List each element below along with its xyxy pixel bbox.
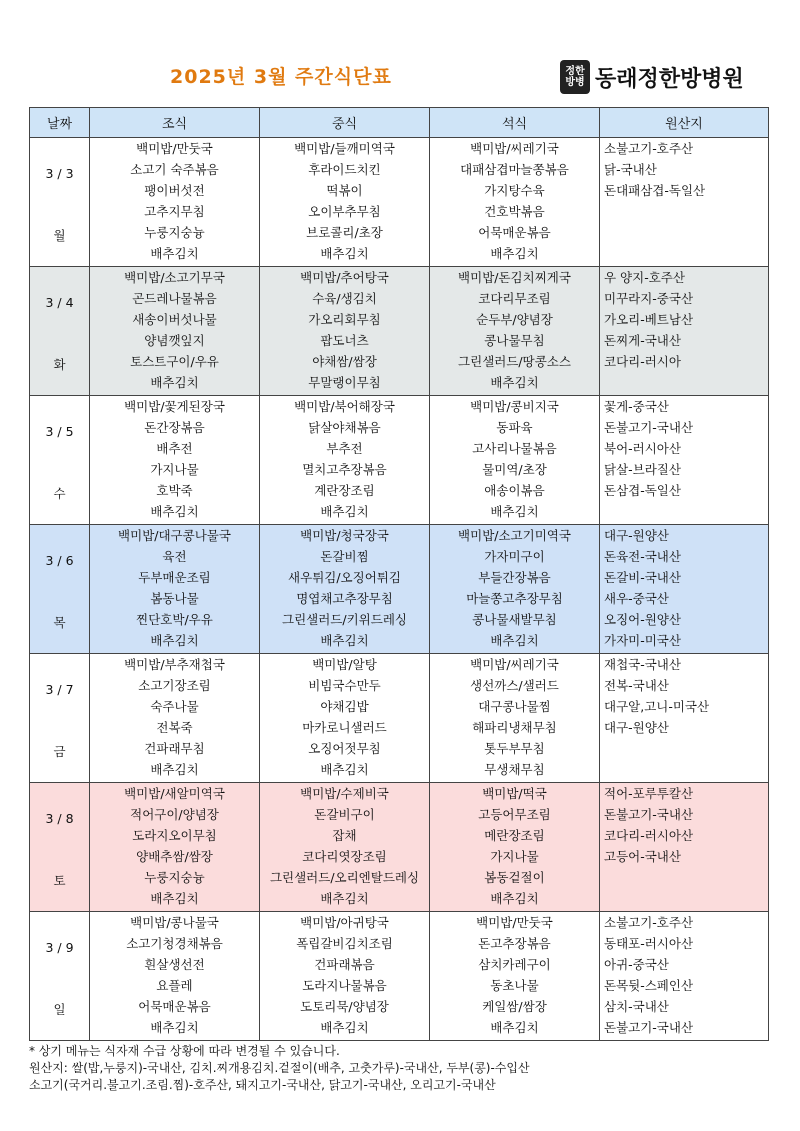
origin-item: 전복-국내산 [604,678,669,693]
breakfast-item: 곤드레나물볶음 [132,291,217,306]
dinner-item: 배추김치 [490,891,539,906]
page-title: 2025년 3월 주간식단표 [170,66,392,88]
dinner-item: 돈고추장볶음 [478,936,551,951]
dinner-item: 동파육 [496,420,533,435]
lunch-item: 무말랭이무침 [308,375,381,390]
day-date: 3 / 7 [45,682,74,697]
day-of-week: 토 [53,873,66,888]
day-cell [30,654,90,783]
origin-item: 돈불고기-국내산 [604,807,694,822]
breakfast-item: 적어구이/양념장 [130,807,219,822]
dinner-item: 배추김치 [490,375,539,390]
header-breakfast: 조식 [90,108,260,138]
header-date: 날짜 [30,108,90,138]
origin-item: 대구-원양산 [604,528,669,543]
dinner-item: 순두부/양념장 [476,312,553,327]
day-row [30,525,769,654]
origin-item: 새우-중국산 [604,591,669,606]
lunch-item: 잡채 [332,828,357,843]
origin-item: 돈목뒷-스페인산 [604,978,694,993]
breakfast-cell [90,654,260,783]
origin-item: 우 양지-호주산 [604,270,685,285]
breakfast-cell [90,267,260,396]
origin-item: 가자미-미국산 [604,633,681,648]
lunch-item: 백미밥/수제비국 [300,786,389,801]
breakfast-item: 고추지무침 [144,204,205,219]
lunch-item: 배추김치 [320,246,369,261]
dinner-item: 건호박볶음 [484,204,545,219]
dinner-item: 배추김치 [490,504,539,519]
dinner-item: 어묵매운볶음 [478,225,551,240]
lunch-cell [260,267,430,396]
breakfast-item: 찐단호박/우유 [136,612,213,627]
dinner-cell [430,138,600,267]
breakfast-cell [90,138,260,267]
lunch-item: 명엽채고추장무침 [296,591,393,606]
dinner-item: 백미밥/씨레기국 [470,141,559,156]
day-of-week: 화 [53,357,66,372]
lunch-item: 후라이드치킨 [308,162,381,177]
breakfast-item: 팽이버섯전 [144,183,205,198]
dinner-item: 백미밥/씨레기국 [470,657,559,672]
breakfast-item: 전복죽 [156,720,193,735]
dinner-item: 애송이볶음 [484,483,545,498]
dinner-item: 배추김치 [490,1020,539,1035]
lunch-item: 돈갈비찜 [320,549,369,564]
note-line: 원산지: 쌀(밥,누룽지)-국내산, 김치.찌개용김치.겉절이(배추, 고춧가루)-국내산, 두부(콩)-수입산 [29,1061,530,1075]
day-date: 3 / 3 [45,166,74,181]
breakfast-item: 새송이버섯나물 [132,312,217,327]
lunch-item: 배추김치 [320,891,369,906]
origin-item: 가오리-베트남산 [604,312,694,327]
origin-item: 소불고기-호주산 [604,141,694,156]
lunch-item: 백미밥/북어해장국 [294,399,395,414]
day-of-week: 목 [53,615,66,630]
dinner-item: 백미밥/소고기미역국 [458,528,571,543]
lunch-item: 백미밥/알탕 [312,657,377,672]
origin-item: 돈찌게-국내산 [604,333,681,348]
lunch-item: 그린샐러드/키위드레싱 [282,612,407,627]
dinner-item: 봄동겉절이 [484,870,545,885]
breakfast-item: 소고기 숙주볶음 [130,162,219,177]
note-line: * 상기 메뉴는 식자재 수급 상황에 따라 변경될 수 있습니다. [29,1044,340,1058]
breakfast-item: 백미밥/꽃게된장국 [124,399,225,414]
origin-item: 재첩국-국내산 [604,657,681,672]
lunch-item: 떡볶이 [326,183,363,198]
dinner-item: 그린샐러드/땅콩소스 [458,354,571,369]
origin-cell [600,783,769,912]
origin-item: 돈삼겹-독일산 [604,483,681,498]
breakfast-item: 가지나물 [150,462,199,477]
breakfast-cell [90,783,260,912]
dinner-cell [430,654,600,783]
day-date: 3 / 4 [45,295,74,310]
dinner-item: 메란장조림 [484,828,545,843]
lunch-item: 팝도너츠 [320,333,369,348]
header-lunch: 중식 [260,108,430,138]
lunch-item: 새우튀김/오징어튀김 [288,570,401,585]
day-row [30,783,769,912]
dinner-item: 고사리나물볶음 [472,441,557,456]
breakfast-item: 호박죽 [156,483,193,498]
dinner-item: 백미밥/만둣국 [476,915,553,930]
dinner-item: 생선까스/샐러드 [470,678,559,693]
breakfast-item: 어묵매운볶음 [138,999,211,1014]
day-date: 3 / 6 [45,553,74,568]
lunch-item: 배추김치 [320,1020,369,1035]
origin-item: 코다리-러시아 [604,354,681,369]
breakfast-item: 배추전 [156,441,193,456]
breakfast-item: 배추김치 [150,633,199,648]
dinner-item: 백미밥/콩비지국 [470,399,559,414]
lunch-item: 부추전 [326,441,363,456]
day-row [30,396,769,525]
day-cell [30,783,90,912]
breakfast-item: 건파래무침 [144,741,205,756]
day-cell [30,396,90,525]
breakfast-item: 누룽지숭늉 [144,870,205,885]
breakfast-item: 육전 [162,549,187,564]
breakfast-item: 배추김치 [150,762,199,777]
origin-item: 돈불고기-국내산 [604,1020,694,1035]
dinner-cell [430,267,600,396]
dinner-item: 코다리무조림 [478,291,551,306]
lunch-item: 도토리묵/양념장 [300,999,389,1014]
dinner-item: 부들간장볶음 [478,570,551,585]
lunch-item: 수육/생김치 [312,291,377,306]
origin-item: 돈대패삼겹-독일산 [604,183,706,198]
origin-item: 동태포-러시아산 [604,936,694,951]
breakfast-item: 백미밥/새알미역국 [124,786,225,801]
menu-table [29,107,769,1041]
note-line: 소고기(국거리.불고기.조림.찜)-호주산, 돼지고기-국내산, 닭고기-국내산, 오리고기-국내산 [29,1078,496,1092]
origin-item: 아귀-중국산 [604,957,669,972]
seal-icon: 정한 방병 [560,60,590,94]
day-of-week: 월 [53,228,66,243]
breakfast-item: 소고기청경채볶음 [126,936,223,951]
day-cell [30,912,90,1041]
breakfast-item: 봄동나물 [150,591,199,606]
lunch-item: 닭살야채볶음 [308,420,381,435]
dinner-item: 해파리냉채무침 [472,720,557,735]
lunch-cell [260,396,430,525]
origin-cell [600,912,769,1041]
breakfast-item: 백미밥/콩나물국 [130,915,219,930]
lunch-item: 돈갈비구이 [314,807,375,822]
dinner-item: 케일쌈/쌈장 [482,999,547,1014]
origin-item: 고등어-국내산 [604,849,681,864]
dinner-item: 배추김치 [490,633,539,648]
day-row [30,138,769,267]
dinner-item: 백미밥/돈김치찌게국 [458,270,571,285]
dinner-item: 가지탕수육 [484,183,545,198]
dinner-cell [430,525,600,654]
dinner-item: 무생채무침 [484,762,545,777]
lunch-item: 도라지나물볶음 [302,978,387,993]
hospital-logo [560,60,744,94]
day-cell [30,267,90,396]
lunch-item: 멸치고추장볶음 [302,462,387,477]
dinner-item: 콩나물무침 [484,333,545,348]
breakfast-cell [90,912,260,1041]
dinner-cell [430,912,600,1041]
lunch-cell [260,654,430,783]
dinner-item: 고등어무조림 [478,807,551,822]
origin-item: 적어-포루투칼산 [604,786,694,801]
lunch-item: 계란장조림 [314,483,375,498]
breakfast-item: 숙주나물 [150,699,199,714]
origin-item: 대구알,고니-미국산 [604,699,710,714]
breakfast-cell [90,525,260,654]
lunch-item: 폭립갈비김치조림 [296,936,393,951]
origin-cell [600,138,769,267]
day-row [30,267,769,396]
breakfast-item: 백미밥/소고기무국 [124,270,225,285]
lunch-item: 배추김치 [320,633,369,648]
dinner-item: 동초나물 [490,978,539,993]
origin-item: 닭-국내산 [604,162,657,177]
origin-item: 닭살-브라질산 [604,462,681,477]
lunch-cell [260,525,430,654]
origin-cell [600,267,769,396]
breakfast-item: 배추김치 [150,1020,199,1035]
origin-item: 삼치-국내산 [604,999,669,1014]
origin-cell [600,525,769,654]
dinner-item: 물미역/초장 [482,462,547,477]
breakfast-item: 두부매운조림 [138,570,211,585]
day-date: 3 / 8 [45,811,74,826]
origin-cell [600,396,769,525]
dinner-item: 삼치카레구이 [478,957,551,972]
lunch-item: 오이부추무침 [308,204,381,219]
day-date: 3 / 9 [45,940,74,955]
day-date: 3 / 5 [45,424,74,439]
breakfast-item: 돈간장볶음 [144,420,205,435]
lunch-item: 비빔국수만두 [308,678,381,693]
dinner-item: 콩나물새발무침 [472,612,557,627]
breakfast-item: 백미밥/만둣국 [136,141,213,156]
breakfast-item: 배추김치 [150,504,199,519]
lunch-item: 건파래볶음 [314,957,375,972]
lunch-item: 배추김치 [320,762,369,777]
lunch-item: 그린샐러드/오리엔탈드레싱 [269,870,420,885]
origin-item: 오징어-원양산 [604,612,681,627]
lunch-item: 백미밥/아귀탕국 [300,915,389,930]
dinner-item: 가지나물 [490,849,539,864]
breakfast-item: 양배추쌈/쌈장 [136,849,213,864]
breakfast-item: 백미밥/부추재첩국 [124,657,225,672]
lunch-item: 브로콜리/초장 [306,225,383,240]
breakfast-item: 배추김치 [150,891,199,906]
lunch-item: 백미밥/청국장국 [300,528,389,543]
origin-item: 돈불고기-국내산 [604,420,694,435]
origin-item: 북어-러시아산 [604,441,681,456]
dinner-item: 대패삼겹마늘쫑볶음 [460,162,569,177]
breakfast-item: 소고기장조림 [138,678,211,693]
dinner-item: 마늘쫑고추장무침 [466,591,563,606]
origin-item: 돈갈비-국내산 [604,570,681,585]
day-row [30,912,769,1041]
breakfast-item: 흰살생선전 [144,957,205,972]
header-dinner: 석식 [430,108,600,138]
day-of-week: 금 [53,744,66,759]
lunch-cell [260,912,430,1041]
lunch-cell [260,138,430,267]
header-origin: 원산지 [600,108,769,138]
lunch-cell [260,783,430,912]
breakfast-item: 도라지오이무침 [132,828,217,843]
lunch-item: 백미밥/추어탕국 [300,270,389,285]
lunch-item: 배추김치 [320,504,369,519]
origin-item: 코다리-러시아산 [604,828,694,843]
lunch-item: 백미밥/들깨미역국 [294,141,395,156]
lunch-item: 마카로니샐러드 [302,720,387,735]
lunch-item: 코다리엿장조림 [302,849,387,864]
hospital-name: 동래정한방병원 [595,66,744,92]
day-cell [30,138,90,267]
notes [29,1043,530,1094]
lunch-item: 가오리회무침 [308,312,381,327]
lunch-item: 오징어젓무침 [308,741,381,756]
breakfast-item: 배추김치 [150,375,199,390]
breakfast-item: 백미밥/대구콩나물국 [118,528,231,543]
origin-item: 대구-원양산 [604,720,669,735]
breakfast-item: 요플레 [156,978,193,993]
origin-item: 소불고기-호주산 [604,915,694,930]
day-of-week: 수 [53,486,66,501]
lunch-item: 야채김밥 [320,699,369,714]
breakfast-cell [90,396,260,525]
breakfast-item: 배추김치 [150,246,199,261]
breakfast-item: 양념깻잎지 [144,333,205,348]
dinner-item: 가자미구이 [484,549,545,564]
dinner-cell [430,783,600,912]
day-row [30,654,769,783]
header-row [30,108,769,138]
day-of-week: 일 [53,1002,66,1017]
breakfast-item: 토스트구이/우유 [130,354,219,369]
dinner-item: 톳두부무침 [484,741,545,756]
origin-item: 돈육전-국내산 [604,549,681,564]
day-cell [30,525,90,654]
origin-cell [600,654,769,783]
dinner-item: 배추김치 [490,246,539,261]
dinner-item: 대구콩나물찜 [478,699,551,714]
dinner-item: 백미밥/떡국 [482,786,547,801]
breakfast-item: 누룽지숭늉 [144,225,205,240]
origin-item: 꽃게-중국산 [604,399,669,414]
lunch-item: 야채쌈/쌈장 [312,354,377,369]
dinner-cell [430,396,600,525]
origin-item: 미꾸라지-중국산 [604,291,694,306]
